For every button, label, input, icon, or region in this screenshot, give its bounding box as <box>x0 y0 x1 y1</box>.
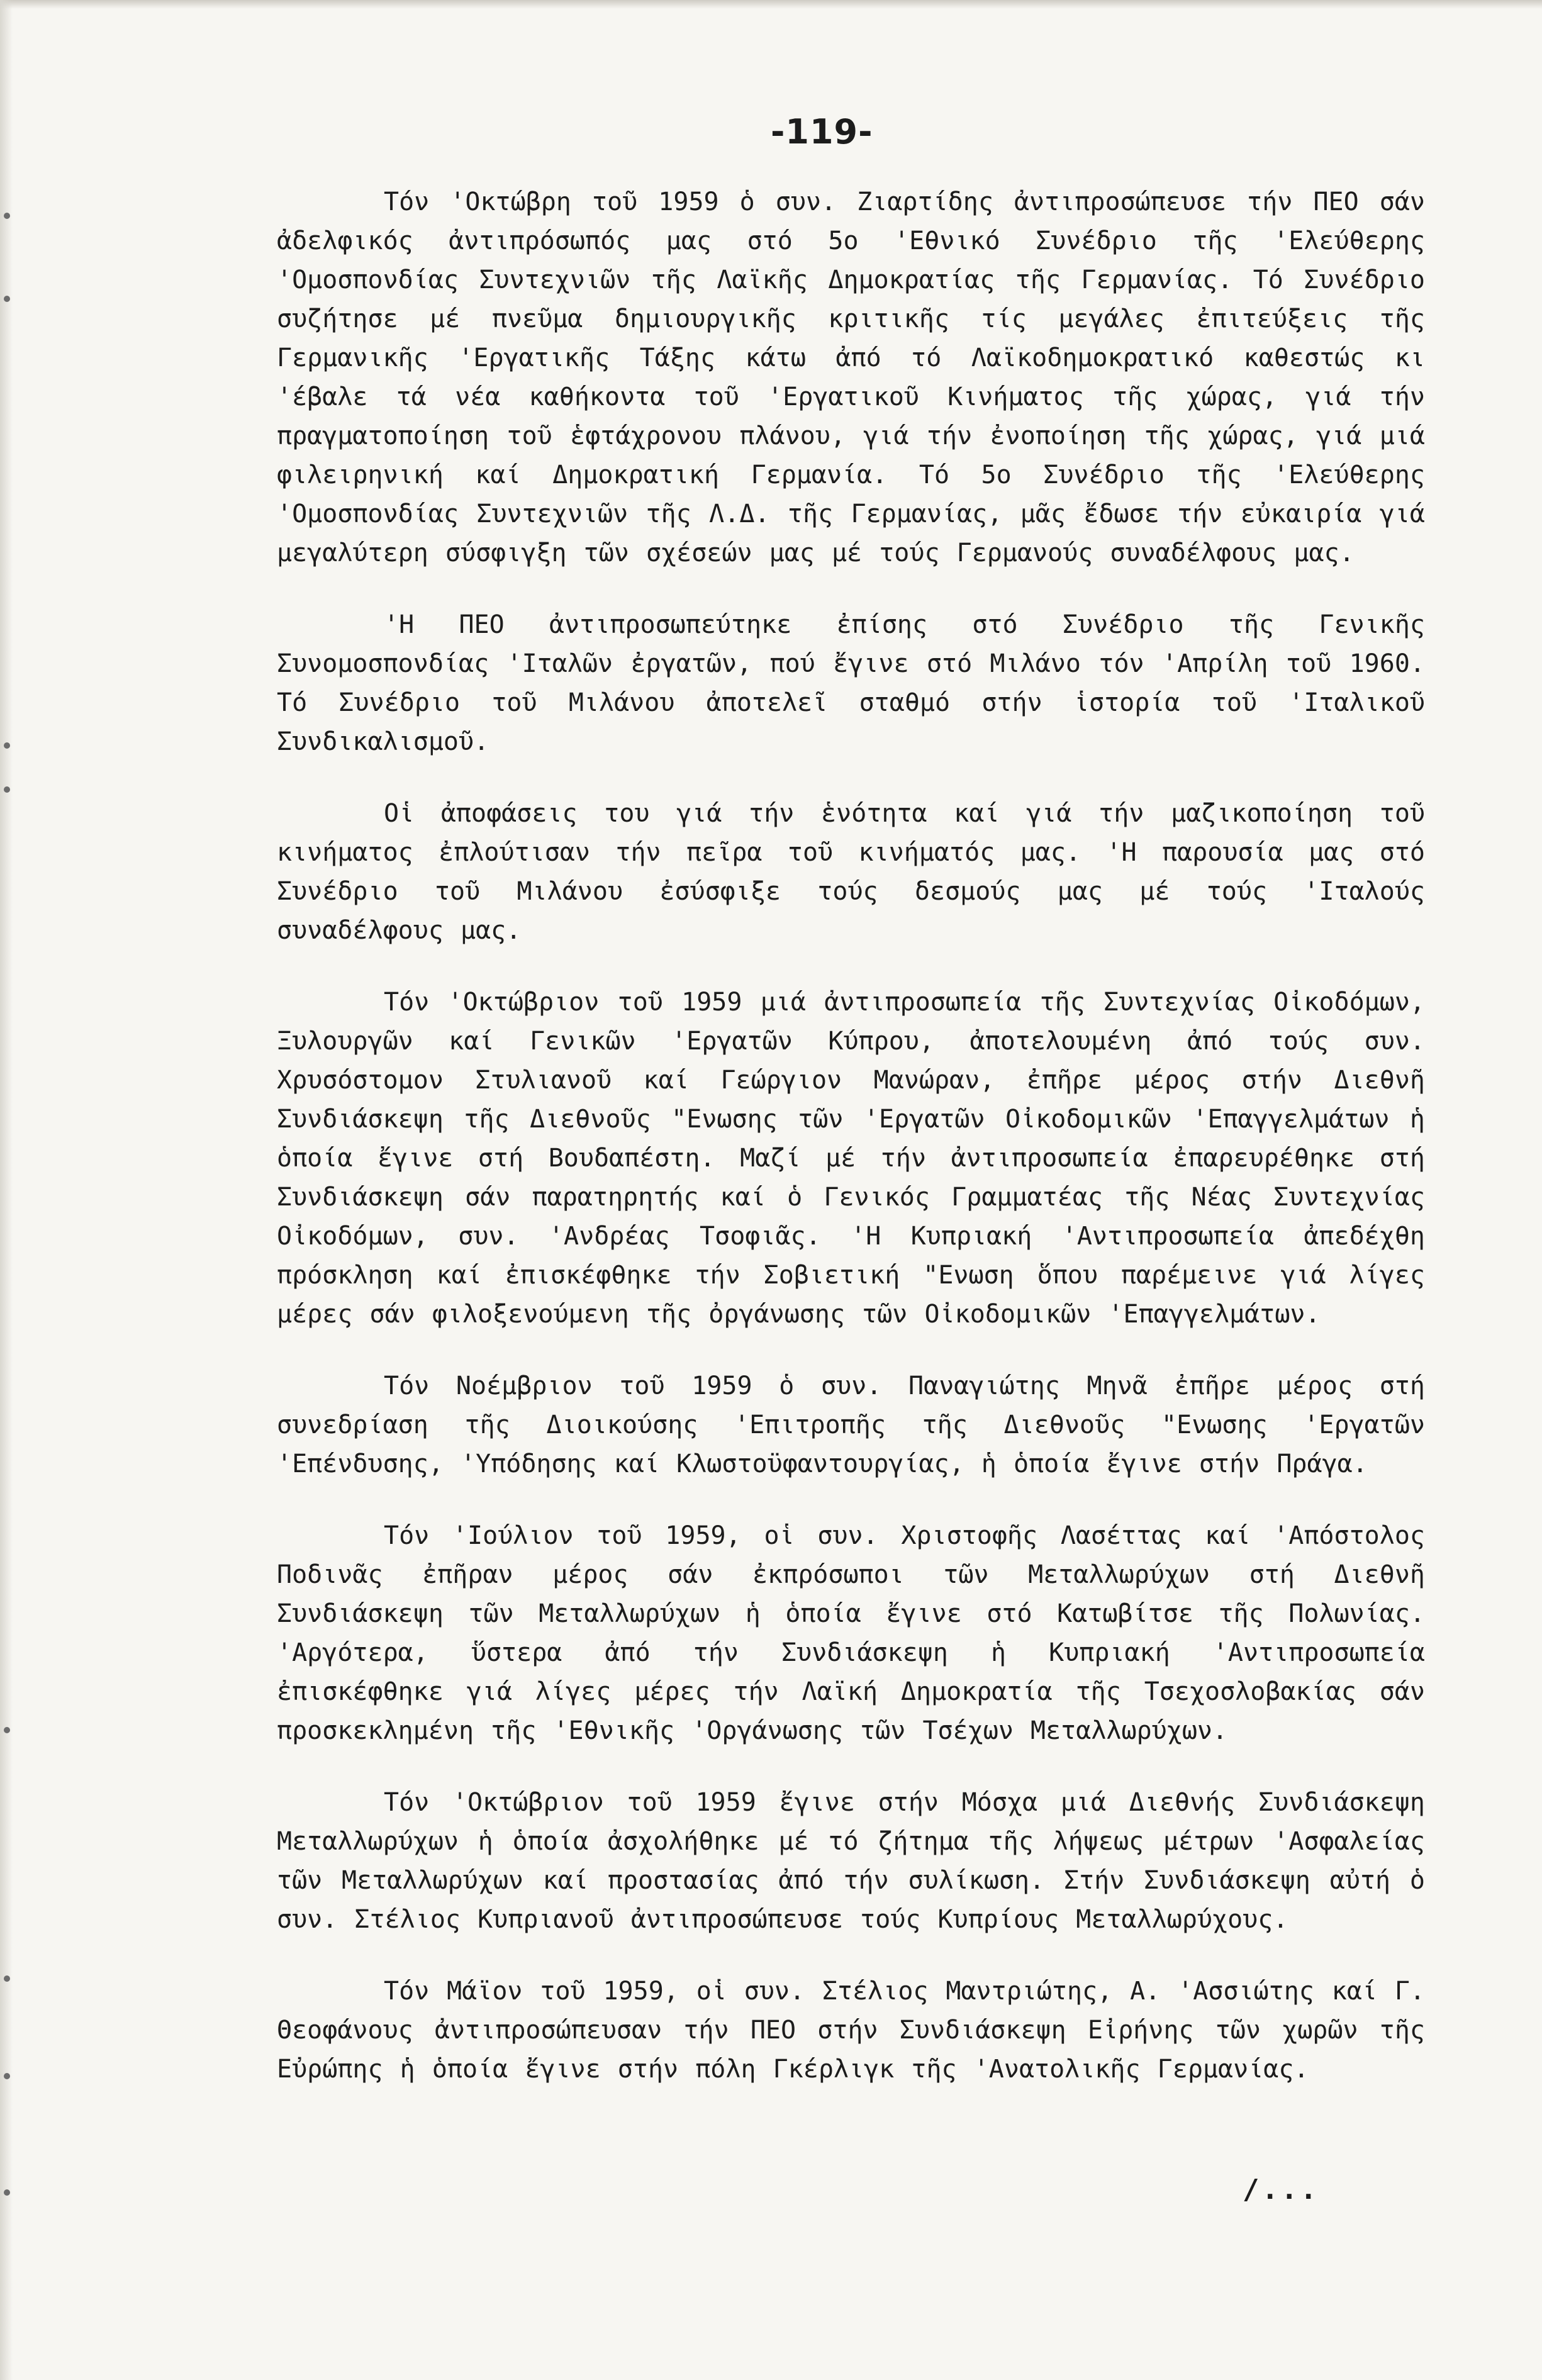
continuation-mark: /... <box>1243 2174 1319 2206</box>
paragraph-gorlitz-peace: Τόν Μάϊον τοῦ 1959, οἱ συν. Στέλιος Μαντριώτης, Α. 'Ασσιώτης καί Γ. Θεοφάνους ἀντιπροσώπευσαν τήν ΠΕΟ στήν Συνδιάσκεψη Εἰρήνης τῶν χωρῶν τῆς Εὐρώπης ἡ ὁποία ἔγινε στήν πόλη Γκέρλιγκ τῆς 'Ανατολικῆς Γερμανίας. <box>277 1977 1425 2084</box>
punch-hole-mark <box>4 742 10 749</box>
scan-top-edge <box>0 0 1542 9</box>
scan-binding-edge <box>0 0 13 2380</box>
page-number: -119- <box>771 112 873 152</box>
paragraph-moscow-miners: Τόν 'Οκτώβριον τοῦ 1959 ἔγινε στήν Μόσχα μιά Διεθνής Συνδιάσκεψη Μεταλλωρύχων ἡ ὁποία ἀσχολήθηκε μέ τό ζήτημα τῆς λήψεως μέτρων 'Ασφαλείας τῶν Μεταλλωρύχων καί προστασίας ἀπό τήν συλίκωση. Στήν Συνδιάσκεψη αὐτή ὁ συν. Στέλιος Κυπριανοῦ ἀντιπροσώπευσε τούς Κυπρίους Μεταλλωρύχους. <box>277 1788 1425 1934</box>
body-text <box>277 182 1425 2121</box>
paragraph-prague-meeting: Τόν Νοέμβριον τοῦ 1959 ὁ συν. Παναγιώτης Μηνᾶ ἐπῆρε μέρος στή συνεδρίαση τῆς Διοικούσης 'Επιτροπῆς τῆς Διεθνοῦς "Ενωσης 'Εργατῶν 'Επένδυσης, 'Υπόδησης καί Κλωστοϋφαντουργίας, ἡ ὁποία ἔγινε στήν Πράγα. <box>277 1372 1425 1478</box>
paragraph-italian-congress: 'Η ΠΕΟ ἀντιπροσωπεύτηκε ἐπίσης στό Συνέδριο τῆς Γενικῆς Συνομοσπονδίας 'Ιταλῶν ἐργατῶν, πού ἔγινε στό Μιλάνο τόν 'Απρίλη τοῦ 1960. Τό Συνέδριο τοῦ Μιλάνου ἀποτελεῖ σταθμό στήν ἱστορία τοῦ 'Ιταλικοῦ Συνδικαλισμοῦ. <box>277 610 1425 756</box>
paragraph-peo-german-congress: Τόν 'Οκτώβρη τοῦ 1959 ὁ συν. Ζιαρτίδης ἀντιπροσώπευσε τήν ΠΕΟ σάν ἀδελφικός ἀντιπρόσωπός μας στό 5ο 'Εθνικό Συνέδριο τῆς 'Ελεύθερης 'Ομοσπονδίας Συντεχνιῶν τῆς Λαϊκῆς Δημοκρατίας τῆς Γερμανίας. Τό Συνέδριο συζήτησε μέ πνεῦμα δημιουργικῆς κριτικῆς τίς μεγάλες ἐπιτεύξεις τῆς Γερμανικῆς 'Εργατικῆς Τάξης κάτω ἀπό τό Λαϊκοδημοκρατικό καθεστώς κι 'έβαλε τά νέα καθήκοντα τοῦ 'Εργατικοῦ Κινήματος τῆς χώρας, γιά τήν πραγματοποίηση τοῦ ἑφτάχρονου πλάνου, γιά τήν ἐνοποίηση τῆς χώρας, γιά μιά φιλειρηνική καί Δημοκρατική Γερμανία. Τό 5ο Συνέδριο τῆς 'Ελεύθερης 'Ομοσπονδίας Συντεχνιῶν τῆς Λ.Δ. τῆς Γερμανίας, μᾶς ἔδωσε τήν εὐκαιρία γιά μεγαλύτερη σύσφιγξη τῶν σχέσεών μας μέ τούς Γερμανούς συναδέλφους μας. <box>277 187 1425 567</box>
punch-hole-mark <box>4 786 10 793</box>
paragraph-miners-katowice: Τόν 'Ιούλιον τοῦ 1959, οἱ συν. Χριστοφῆς Λασέττας καί 'Απόστολος Ποδινᾶς ἐπῆραν μέρος σάν ἐκπρόσωποι τῶν Μεταλλωρύχων στή Διεθνῆ Συνδιάσκεψη τῶν Μεταλλωρύχων ἡ ὁποία ἔγινε στό Κατωβίτσε τῆς Πολωνίας. 'Αργότερα, ὕστερα ἀπό τήν Συνδιάσκεψη ἡ Κυπριακή 'Αντιπροσωπεία ἐπισκέφθηκε γιά λίγες μέρες τήν Λαϊκή Δημοκρατία τῆς Τσεχοσλοβακίας σάν προσκεκλημένη τῆς 'Εθνικῆς 'Οργάνωσης τῶν Τσέχων Μεταλλωρύχων. <box>277 1521 1425 1745</box>
punch-hole-mark <box>4 1975 10 1982</box>
punch-hole-mark <box>4 296 10 302</box>
paragraph-milan-decisions: Οἱ ἀποφάσεις του γιά τήν ἑνότητα καί γιά τήν μαζικοποίηση τοῦ κινήματος ἐπλούτισαν τήν πεῖρα τοῦ κινήματός μας. 'Η παρουσία μας στό Συνέδριο τοῦ Μιλάνου ἐσύσφιξε τούς δεσμούς μας μέ τούς 'Ιταλούς συναδέλφους μας. <box>277 799 1425 945</box>
punch-hole-mark <box>4 1727 10 1733</box>
punch-hole-mark <box>4 2189 10 2196</box>
punch-hole-mark <box>4 2073 10 2079</box>
punch-hole-mark <box>4 213 10 219</box>
paragraph-builders-budapest: Τόν 'Οκτώβριον τοῦ 1959 μιά ἀντιπροσωπεία τῆς Συντεχνίας Οἰκοδόμων, Ξυλουργῶν καί Γενικῶν 'Εργατῶν Κύπρου, ἀποτελουμένη ἀπό τούς συν. Χρυσόστομον Στυλιανοῦ καί Γεώργιον Μανώραν, ἐπῆρε μέρος στήν Διεθνῆ Συνδιάσκεψη τῆς Διεθνοῦς "Ενωσης τῶν 'Εργατῶν Οἰκοδομικῶν 'Επαγγελμάτων ἡ ὁποία ἔγινε στή Βουδαπέστη. Μαζί μέ τήν ἀντιπροσωπεία ἐπαρευρέθηκε στή Συνδιάσκεψη σάν παρατηρητής καί ὁ Γενικός Γραμματέας τῆς Νέας Συντεχνίας Οἰκοδόμων, συν. 'Ανδρέας Τσοφιᾶς. 'Η Κυπριακή 'Αντιπροσωπεία ἀπεδέχθη πρόσκληση καί ἐπισκέφθηκε τήν Σοβιετική "Ενωση ὅπου παρέμεινε γιά λίγες μέρες σάν φιλοξενούμενη τῆς ὀργάνωσης τῶν Οἰκοδομικῶν 'Επαγγελμάτων. <box>277 988 1425 1329</box>
